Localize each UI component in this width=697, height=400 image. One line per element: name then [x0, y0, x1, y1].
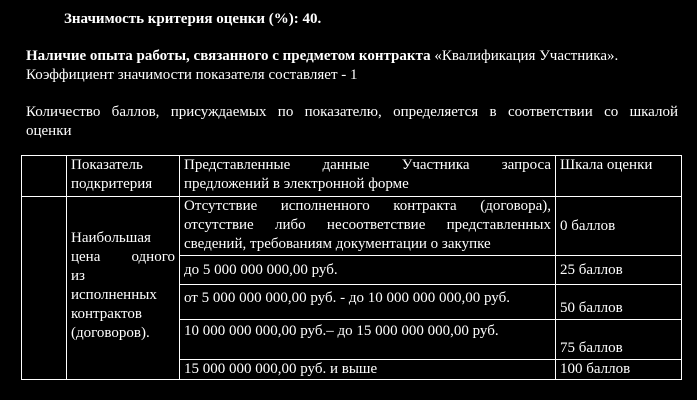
row1-line1: до 5 000 000 000,00 руб. — [184, 261, 338, 278]
significance-heading: Значимость критерия оценки (%): 40. — [64, 11, 322, 27]
header-scale-label: Шкала оценки — [560, 157, 653, 173]
subcriterion-line1: Наибольшая — [71, 230, 151, 246]
subcriterion-cell — [67, 197, 180, 380]
table-header-row — [22, 156, 682, 197]
row1-score: 25 баллов — [560, 261, 623, 278]
subcriterion-line3: из — [71, 268, 85, 284]
scoring-note-line1: Количество баллов, присуждаемых по показателю, определяется в соответствии со шкалой — [26, 104, 678, 120]
coefficient-text: Коэффициент значимости показателя составляет - 1 — [26, 67, 358, 83]
row3-score: 75 баллов — [560, 340, 623, 356]
subcriterion-line4: исполненных — [71, 287, 157, 303]
header-data-line1: Представленные данные Участника запроса — [184, 157, 551, 173]
header-data — [180, 156, 556, 197]
row-data-cell — [180, 285, 556, 320]
header-scale — [556, 156, 682, 197]
row-data-cell — [180, 320, 556, 360]
header-data-line2: предложений в электронной форме — [184, 176, 409, 192]
row2-line1: от 5 000 000 000,00 руб. - до 10 000 000 000,00 руб. — [184, 290, 510, 306]
experience-line — [26, 47, 618, 66]
experience-qualification: «Квалификация Участника». — [434, 48, 619, 64]
scoring-note-line2: оценки — [26, 123, 72, 139]
row-empty-cell — [22, 197, 67, 380]
header-indicator — [67, 156, 180, 197]
row-score-cell — [556, 360, 682, 380]
subcriterion-line2: цена одного — [71, 249, 175, 265]
row2-score: 50 баллов — [560, 300, 623, 316]
row-score-cell — [556, 285, 682, 320]
header-indicator-line2: подкритерия — [71, 176, 153, 192]
row0-score: 0 баллов — [560, 217, 616, 234]
experience-title: Наличие опыта работы, связанного с предметом контракта — [26, 48, 431, 64]
row-score-cell — [556, 320, 682, 360]
header-empty-cell — [22, 156, 67, 197]
row-data-cell — [180, 197, 556, 256]
table-row — [22, 197, 682, 256]
subcriterion-line6: (договоров). — [71, 325, 150, 341]
row0-line1: Отсутствие исполненного контракта (договора), — [184, 198, 551, 214]
row-score-cell — [556, 256, 682, 285]
row0-line3: сведений, требованиям документации о закупке — [184, 236, 491, 252]
row0-line2: отсутствие либо несоответствие представленных — [184, 217, 551, 233]
row-data-cell — [180, 360, 556, 380]
row-score-cell — [556, 197, 682, 256]
row4-score: 100 баллов — [560, 361, 631, 377]
row3-line1: 10 000 000 000,00 руб.– до 15 000 000 000,00 руб. — [184, 323, 499, 339]
subcriterion-line5: контрактов — [71, 306, 142, 322]
scoring-table — [21, 155, 682, 380]
row-data-cell — [180, 256, 556, 285]
row4-line1: 15 000 000 000,00 руб. и выше — [184, 361, 378, 377]
header-indicator-line1: Показатель — [71, 157, 143, 173]
